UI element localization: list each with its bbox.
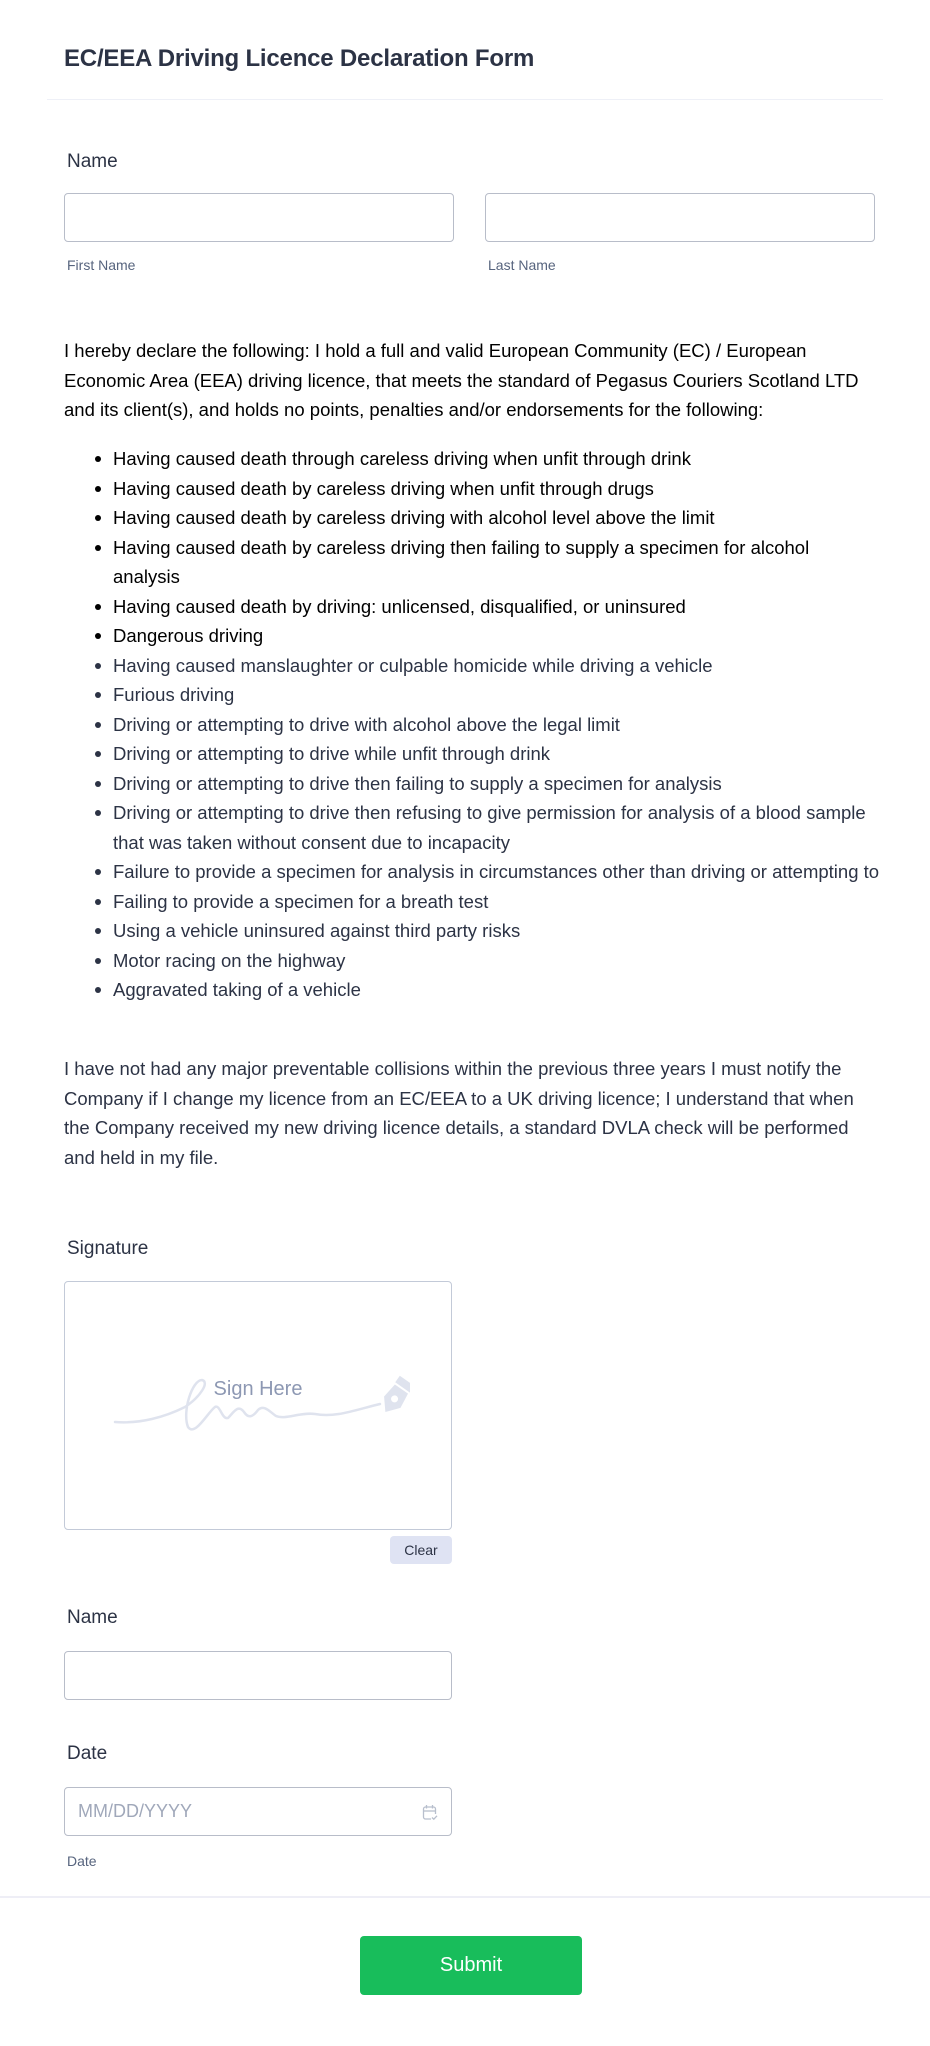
list-item: Dangerous driving — [64, 621, 880, 651]
signer-name-input[interactable] — [64, 1651, 452, 1700]
form-title: EC/EEA Driving Licence Declaration Form — [64, 45, 535, 72]
clear-signature-button[interactable]: Clear — [390, 1536, 452, 1564]
list-item: Aggravated taking of a vehicle — [64, 975, 880, 1005]
date-input[interactable] — [64, 1787, 452, 1836]
list-item: Having caused death by careless driving then failing to supply a specimen for alcohol analysis — [64, 533, 880, 592]
list-item: Driving or attempting to drive then refusing to give permission for analysis of a blood sample that was taken without consent due to incapacity — [64, 798, 880, 857]
list-item: Having caused death through careless driving when unfit through drink — [64, 444, 880, 474]
header-divider — [47, 99, 883, 100]
list-item: Driving or attempting to drive then failing to supply a specimen for analysis — [64, 769, 880, 799]
date-placeholder: MM/DD/YYYY — [78, 1801, 193, 1821]
signature-pad[interactable] — [64, 1281, 452, 1530]
date-sublabel: Date — [67, 1853, 97, 1869]
list-item: Driving or attempting to drive while unfit through drink — [64, 739, 880, 769]
offence-list — [64, 444, 880, 1005]
list-item: Having caused death by careless driving when unfit through drugs — [64, 474, 880, 504]
signer-name-label: Name — [67, 1607, 118, 1628]
list-item: Having caused death by careless driving with alcohol level above the limit — [64, 503, 880, 533]
first-name-sublabel: First Name — [67, 257, 136, 273]
signature-label: Signature — [67, 1238, 149, 1259]
list-item: Failure to provide a specimen for analysis in circumstances other than driving or attempting to — [64, 857, 880, 887]
list-item: Using a vehicle uninsured against third party risks — [64, 916, 880, 946]
list-item: Having caused death by driving: unlicensed, disqualified, or uninsured — [64, 592, 880, 622]
name-label: Name — [67, 151, 118, 172]
submit-button[interactable]: Submit — [360, 1936, 582, 1995]
list-item: Failing to provide a specimen for a breath test — [64, 887, 880, 917]
last-name-input[interactable] — [485, 193, 875, 242]
footer-divider — [0, 1896, 930, 1898]
date-label: Date — [67, 1743, 108, 1764]
last-name-sublabel: Last Name — [488, 257, 556, 273]
list-item: Driving or attempting to drive with alcohol above the legal limit — [64, 710, 880, 740]
declaration-intro: I hereby declare the following: I hold a full and valid European Community (EC) / European Economic Area (EEA) driving licence, that meets the standard of Pegasus Couriers Scotland LTD and its client(s), and holds no points, penalties and/or endorsements for the following: — [64, 340, 859, 420]
calendar-icon[interactable] — [422, 1804, 438, 1821]
list-item: Motor racing on the highway — [64, 946, 880, 976]
declaration-closing: I have not had any major preventable collisions within the previous three years I must notify the Company if I change my licence from an EC/EEA to a UK driving licence; I understand that when the Company received my new driving licence details, a standard DVLA check will be performed and held in my file. — [64, 1058, 854, 1168]
list-item: Having caused manslaughter or culpable homicide while driving a vehicle — [64, 651, 880, 681]
first-name-input[interactable] — [64, 193, 454, 242]
sign-here-placeholder: Sign Here — [213, 1378, 303, 1400]
list-item: Furious driving — [64, 680, 880, 710]
